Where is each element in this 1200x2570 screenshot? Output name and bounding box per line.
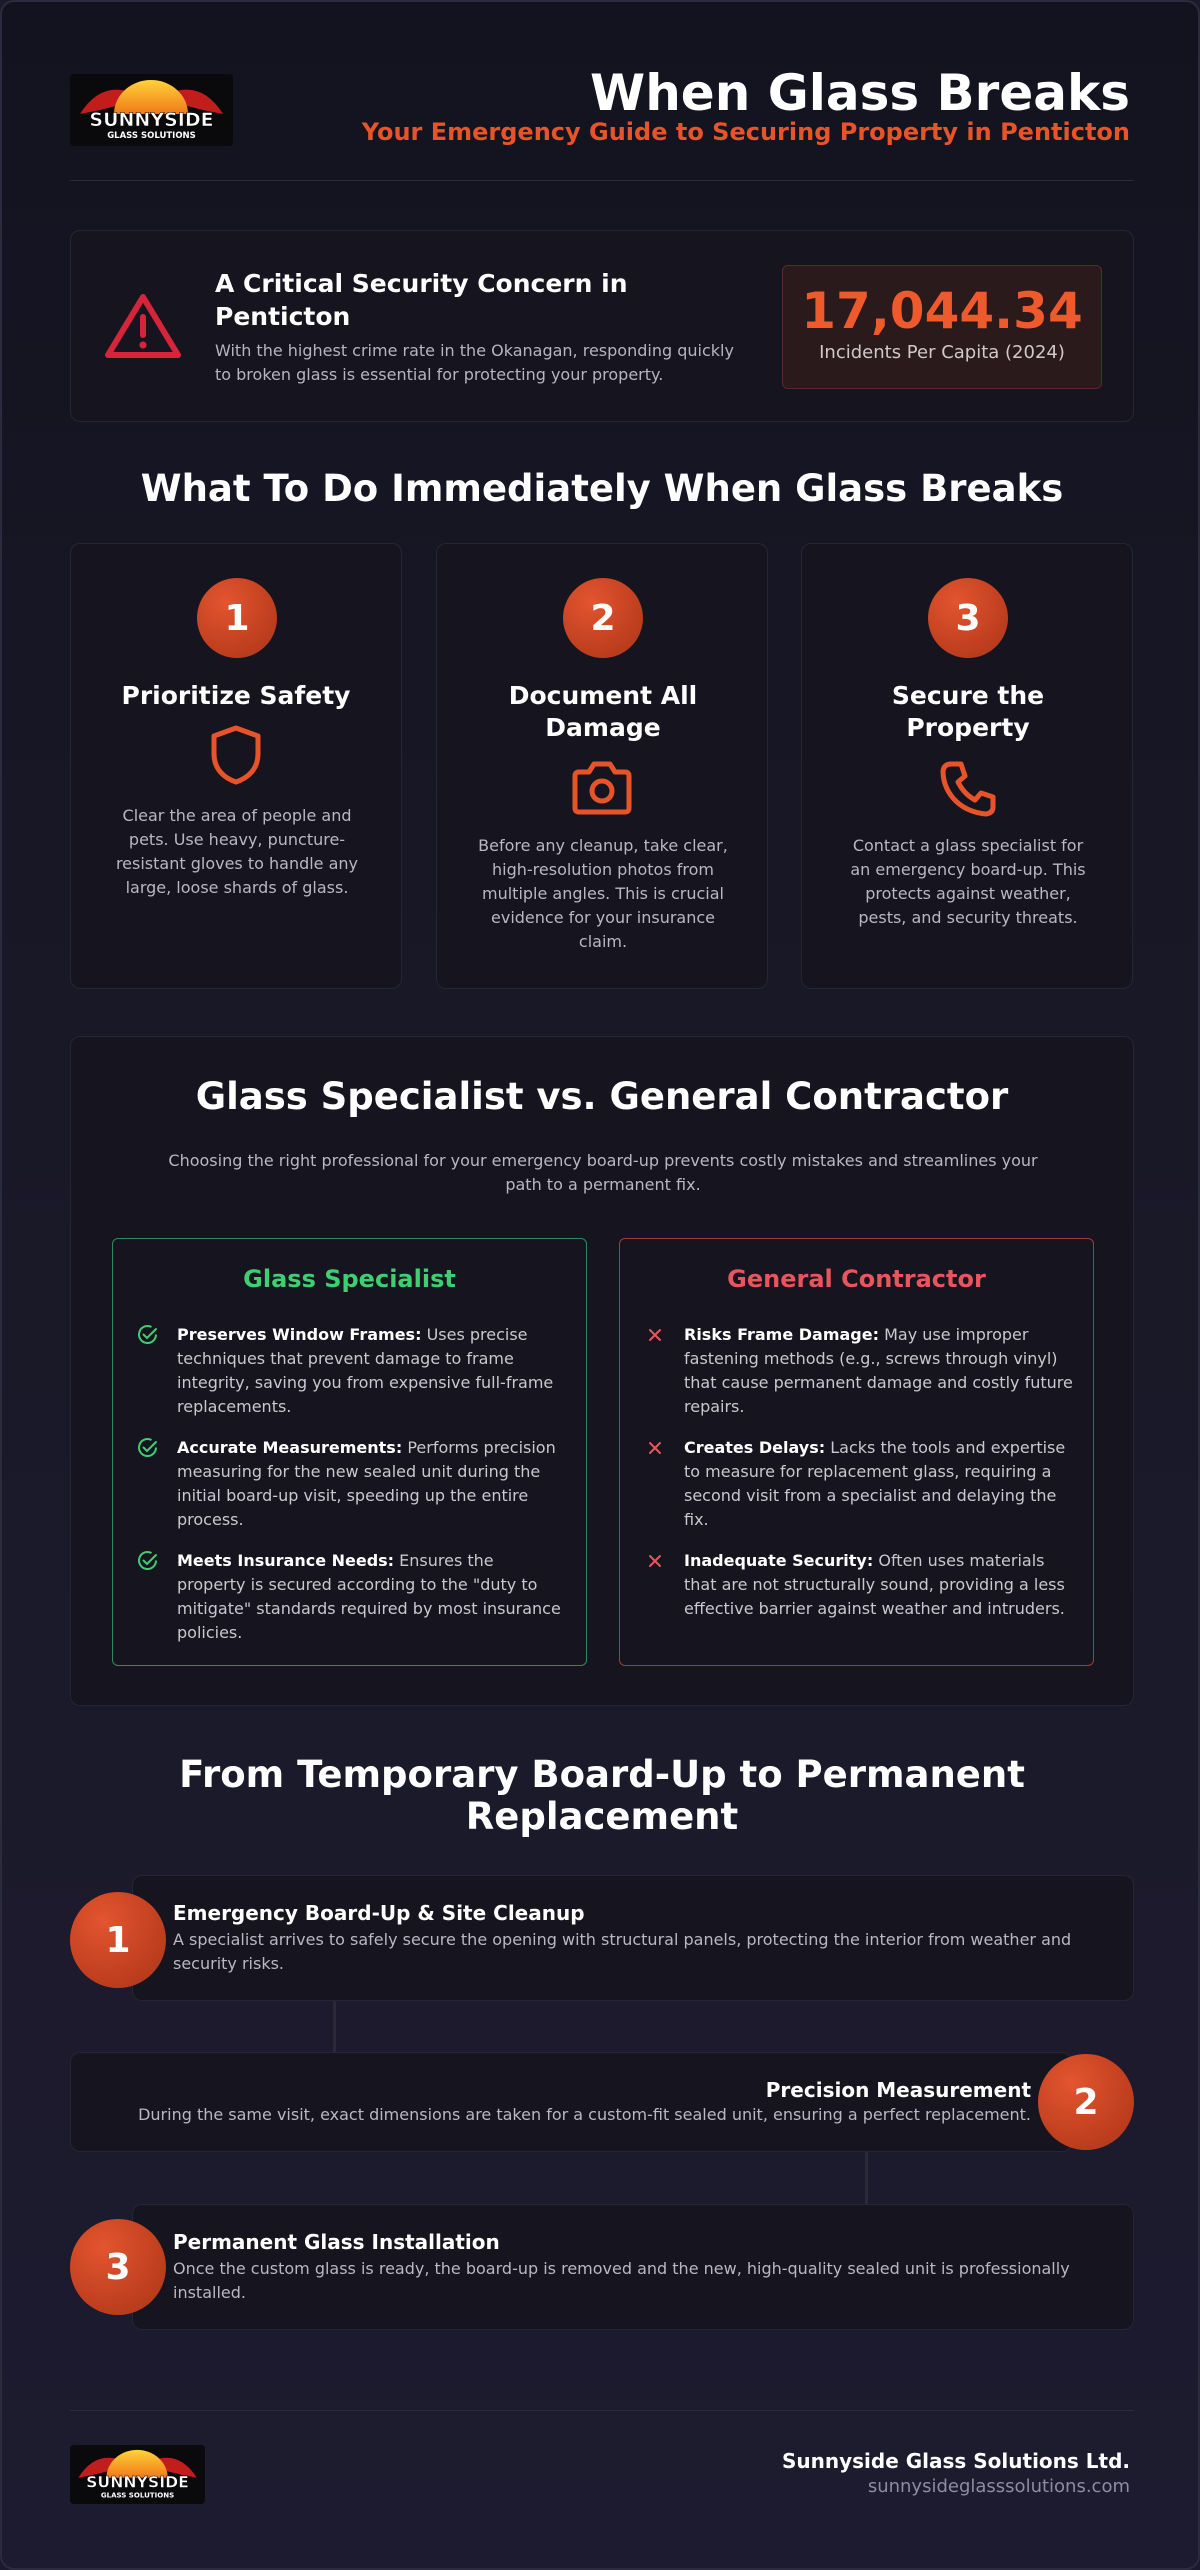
timeline-step (132, 2204, 1134, 2330)
step-number-badge: 1 (197, 578, 277, 658)
shield-icon (208, 724, 264, 786)
timeline-step-title: Precision Measurement (765, 2078, 1031, 2102)
crime-stat-label: Incidents Per Capita (2024) (819, 342, 1065, 363)
con-text: Lacks the tools and expertise to measure for replacement glass, requiring a second visit from a specialist and delaying the fix. (684, 1438, 1066, 1529)
con-text: Often uses materials that are not structurally sound, providing a less effective barrier against weather and intruders. (684, 1551, 1065, 1618)
con-label: Inadequate Security: (684, 1551, 874, 1570)
footer-company-name: Sunnyside Glass Solutions Ltd. (781, 2449, 1130, 2473)
pro-text: Ensures the property is secured according to the "duty to mitigate" standards required by most insurance policies. (177, 1551, 561, 1642)
comparison-intro: Choosing the right professional for your emergency board-up prevents costly mistakes and streamlines your path to a permanent fix. (168, 1151, 1038, 1194)
step-text: Clear the area of people and pets. Use heavy, puncture-resistant gloves to handle any large, loose shards of glass. (115, 806, 359, 897)
con-label: Risks Frame Damage: (684, 1325, 879, 1344)
step-icon-wrap (802, 758, 1132, 820)
footer-website-link[interactable]: sunnysideglasssolutions.com (867, 2476, 1130, 2497)
crime-stat-box (782, 265, 1102, 389)
check-circle-icon (137, 1324, 159, 1346)
immediate-steps-title: What To Do Immediately When Glass Breaks (140, 467, 1064, 510)
timeline-step-text: During the same visit, exact dimensions are taken for a custom-fit sealed unit, ensuring a perfect replacement. (138, 2105, 1031, 2124)
check-circle-icon (137, 1550, 159, 1572)
con-label: Creates Delays: (684, 1438, 826, 1457)
step-card-secure (801, 543, 1133, 989)
step-card-document (436, 543, 768, 989)
general-contractor-column (619, 1238, 1094, 1666)
comparison-title: Glass Specialist vs. General Contractor (195, 1075, 1009, 1118)
x-mark-icon (644, 1324, 666, 1346)
timeline-step-number: 3 (70, 2219, 166, 2315)
camera-icon (569, 758, 635, 818)
timeline-connector (333, 2001, 336, 2053)
pro-label: Meets Insurance Needs: (177, 1551, 395, 1570)
warning-triangle-icon (103, 291, 183, 361)
comparison-card (70, 1036, 1134, 1706)
step-icon-wrap (437, 758, 767, 818)
footer-logo-tagline: GLASS SOLUTIONS (100, 2491, 175, 2500)
footer-logo (70, 2445, 205, 2504)
timeline-step-text: A specialist arrives to safely secure the opening with structural panels, protecting the interior from weather and security risks. (173, 1930, 1072, 1973)
logo-wordmark: SUNNYSIDE (89, 109, 214, 131)
page-title: When Glass Breaks (590, 64, 1130, 122)
timeline-step-title: Permanent Glass Installation (173, 2230, 500, 2254)
sunnyside-logo (70, 74, 233, 146)
timeline-step-text: Once the custom glass is ready, the board-up is removed and the new, high-quality sealed unit is professionally installed. (173, 2259, 1070, 2302)
header-divider (70, 180, 1134, 181)
con-text: May use improper fastening methods (e.g., screws through vinyl) that cause permanent damage and costly future repairs. (684, 1325, 1073, 1416)
phone-icon (937, 758, 997, 820)
crime-stat-value: 17,044.34 (801, 282, 1083, 340)
footer-logo-wordmark: SUNNYSIDE (86, 2472, 189, 2492)
step-card-safety (70, 543, 402, 989)
timeline-step-title: Emergency Board-Up & Site Cleanup (173, 1901, 585, 1925)
glass-specialist-column (112, 1238, 587, 1666)
timeline-step-number: 1 (70, 1892, 166, 1988)
timeline-connector (865, 2152, 868, 2204)
pro-label: Accurate Measurements: (177, 1438, 403, 1457)
timeline-title: From Temporary Board-Up to Permanent Replacement (179, 1753, 1025, 1838)
step-icon-wrap (71, 724, 401, 786)
timeline-step-number: 2 (1038, 2054, 1134, 2150)
x-mark-icon (644, 1437, 666, 1459)
step-text: Before any cleanup, take clear, high-resolution photos from multiple angles. This is crucial evidence for your insurance claim. (478, 836, 728, 951)
general-contractor-heading: General Contractor (727, 1265, 986, 1293)
pro-text: Performs precision measuring for the new sealed unit during the initial board-up visit, speeding up the entire process. (177, 1438, 556, 1529)
step-text: Contact a glass specialist for an emergency board-up. This protects against weather, pests, and security threats. (850, 836, 1086, 927)
timeline-step (70, 2052, 1072, 2152)
pro-text: Uses precise techniques that prevent damage to frame integrity, saving you from expensive full-frame replacements. (177, 1325, 554, 1416)
logo-tagline: GLASS SOLUTIONS (107, 131, 196, 141)
step-number-badge: 3 (928, 578, 1008, 658)
security-alert-card (70, 230, 1134, 422)
step-number-badge: 2 (563, 578, 643, 658)
check-circle-icon (137, 1437, 159, 1459)
pro-label: Preserves Window Frames: (177, 1325, 422, 1344)
glass-specialist-heading: Glass Specialist (243, 1265, 456, 1293)
step-title: Document All Damage (508, 681, 698, 742)
alert-text: With the highest crime rate in the Okanagan, responding quickly to broken glass is essential for protecting your property. (215, 341, 734, 384)
x-mark-icon (644, 1550, 666, 1572)
step-title: Secure the Property (891, 681, 1045, 742)
page-subtitle: Your Emergency Guide to Securing Property in Penticton (361, 118, 1130, 146)
alert-title: A Critical Security Concern in Penticton (215, 269, 628, 331)
step-title: Prioritize Safety (121, 681, 351, 710)
footer-divider (70, 2410, 1134, 2411)
timeline-step (132, 1875, 1134, 2001)
